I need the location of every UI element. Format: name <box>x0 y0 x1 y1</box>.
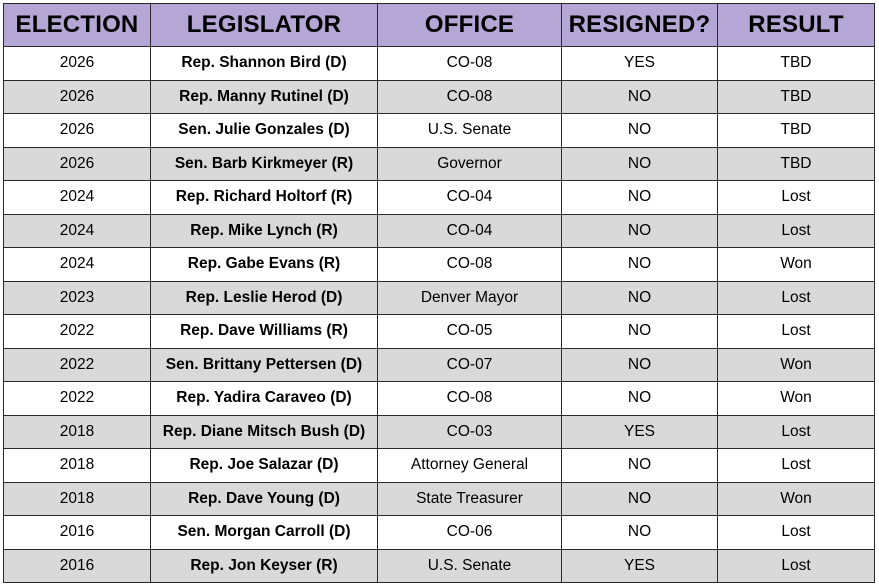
election-cell: 2018 <box>4 482 151 516</box>
result-cell: Lost <box>718 516 875 550</box>
election-cell: 2022 <box>4 382 151 416</box>
table-row <box>4 415 875 449</box>
office-cell: U.S. Senate <box>378 114 562 148</box>
legislator-cell: Rep. Gabe Evans (R) <box>151 248 378 282</box>
legislators-table <box>3 3 875 583</box>
result-cell: TBD <box>718 147 875 181</box>
table-container <box>3 3 875 583</box>
result-cell: Won <box>718 348 875 382</box>
result-cell: Lost <box>718 315 875 349</box>
resigned-cell: NO <box>562 382 718 416</box>
legislator-cell: Sen. Julie Gonzales (D) <box>151 114 378 148</box>
resigned-cell: NO <box>562 114 718 148</box>
table-row <box>4 382 875 416</box>
legislator-cell: Sen. Morgan Carroll (D) <box>151 516 378 550</box>
result-cell: Lost <box>718 449 875 483</box>
office-cell: CO-06 <box>378 516 562 550</box>
legislator-cell: Rep. Leslie Herod (D) <box>151 281 378 315</box>
election-cell: 2018 <box>4 415 151 449</box>
table-row <box>4 214 875 248</box>
office-cell: CO-05 <box>378 315 562 349</box>
table-row <box>4 181 875 215</box>
table-row <box>4 315 875 349</box>
resigned-cell: YES <box>562 549 718 583</box>
result-cell: Lost <box>718 415 875 449</box>
resigned-cell: NO <box>562 449 718 483</box>
office-cell: Attorney General <box>378 449 562 483</box>
result-cell: Lost <box>718 181 875 215</box>
table-row <box>4 549 875 583</box>
result-cell: Lost <box>718 549 875 583</box>
legislator-cell: Rep. Manny Rutinel (D) <box>151 80 378 114</box>
office-cell: CO-08 <box>378 382 562 416</box>
header-resigned: RESIGNED? <box>562 4 718 47</box>
election-cell: 2022 <box>4 348 151 382</box>
resigned-cell: NO <box>562 214 718 248</box>
header-legislator: LEGISLATOR <box>151 4 378 47</box>
election-cell: 2026 <box>4 114 151 148</box>
legislator-cell: Sen. Barb Kirkmeyer (R) <box>151 147 378 181</box>
resigned-cell: YES <box>562 47 718 81</box>
office-cell: CO-04 <box>378 214 562 248</box>
legislator-cell: Rep. Mike Lynch (R) <box>151 214 378 248</box>
table-row <box>4 516 875 550</box>
election-cell: 2016 <box>4 549 151 583</box>
header-row <box>4 4 875 47</box>
result-cell: Won <box>718 482 875 516</box>
header-office: OFFICE <box>378 4 562 47</box>
resigned-cell: NO <box>562 348 718 382</box>
table-row <box>4 449 875 483</box>
legislator-cell: Rep. Yadira Caraveo (D) <box>151 382 378 416</box>
result-cell: TBD <box>718 80 875 114</box>
resigned-cell: NO <box>562 516 718 550</box>
office-cell: CO-04 <box>378 181 562 215</box>
legislator-cell: Rep. Diane Mitsch Bush (D) <box>151 415 378 449</box>
legislator-cell: Rep. Richard Holtorf (R) <box>151 181 378 215</box>
resigned-cell: NO <box>562 147 718 181</box>
resigned-cell: NO <box>562 281 718 315</box>
legislator-cell: Rep. Dave Young (D) <box>151 482 378 516</box>
office-cell: CO-08 <box>378 248 562 282</box>
election-cell: 2024 <box>4 181 151 215</box>
office-cell: CO-08 <box>378 80 562 114</box>
election-cell: 2026 <box>4 147 151 181</box>
office-cell: Governor <box>378 147 562 181</box>
resigned-cell: NO <box>562 482 718 516</box>
legislator-cell: Rep. Dave Williams (R) <box>151 315 378 349</box>
table-row <box>4 80 875 114</box>
election-cell: 2016 <box>4 516 151 550</box>
resigned-cell: NO <box>562 181 718 215</box>
result-cell: TBD <box>718 114 875 148</box>
table-row <box>4 47 875 81</box>
office-cell: CO-08 <box>378 47 562 81</box>
table-row <box>4 114 875 148</box>
office-cell: State Treasurer <box>378 482 562 516</box>
resigned-cell: NO <box>562 315 718 349</box>
result-cell: Won <box>718 248 875 282</box>
election-cell: 2024 <box>4 214 151 248</box>
legislator-cell: Rep. Jon Keyser (R) <box>151 549 378 583</box>
result-cell: Lost <box>718 214 875 248</box>
office-cell: CO-03 <box>378 415 562 449</box>
legislator-cell: Rep. Shannon Bird (D) <box>151 47 378 81</box>
table-row <box>4 482 875 516</box>
office-cell: CO-07 <box>378 348 562 382</box>
header-election: ELECTION <box>4 4 151 47</box>
election-cell: 2022 <box>4 315 151 349</box>
table-row <box>4 248 875 282</box>
legislator-cell: Sen. Brittany Pettersen (D) <box>151 348 378 382</box>
table-row <box>4 348 875 382</box>
result-cell: Won <box>718 382 875 416</box>
resigned-cell: NO <box>562 248 718 282</box>
result-cell: TBD <box>718 47 875 81</box>
office-cell: U.S. Senate <box>378 549 562 583</box>
table-row <box>4 281 875 315</box>
election-cell: 2026 <box>4 47 151 81</box>
header-result: RESULT <box>718 4 875 47</box>
table-header <box>4 4 875 47</box>
result-cell: Lost <box>718 281 875 315</box>
resigned-cell: YES <box>562 415 718 449</box>
election-cell: 2018 <box>4 449 151 483</box>
election-cell: 2026 <box>4 80 151 114</box>
table-row <box>4 147 875 181</box>
election-cell: 2023 <box>4 281 151 315</box>
office-cell: Denver Mayor <box>378 281 562 315</box>
legislator-cell: Rep. Joe Salazar (D) <box>151 449 378 483</box>
election-cell: 2024 <box>4 248 151 282</box>
resigned-cell: NO <box>562 80 718 114</box>
table-body <box>4 47 875 583</box>
